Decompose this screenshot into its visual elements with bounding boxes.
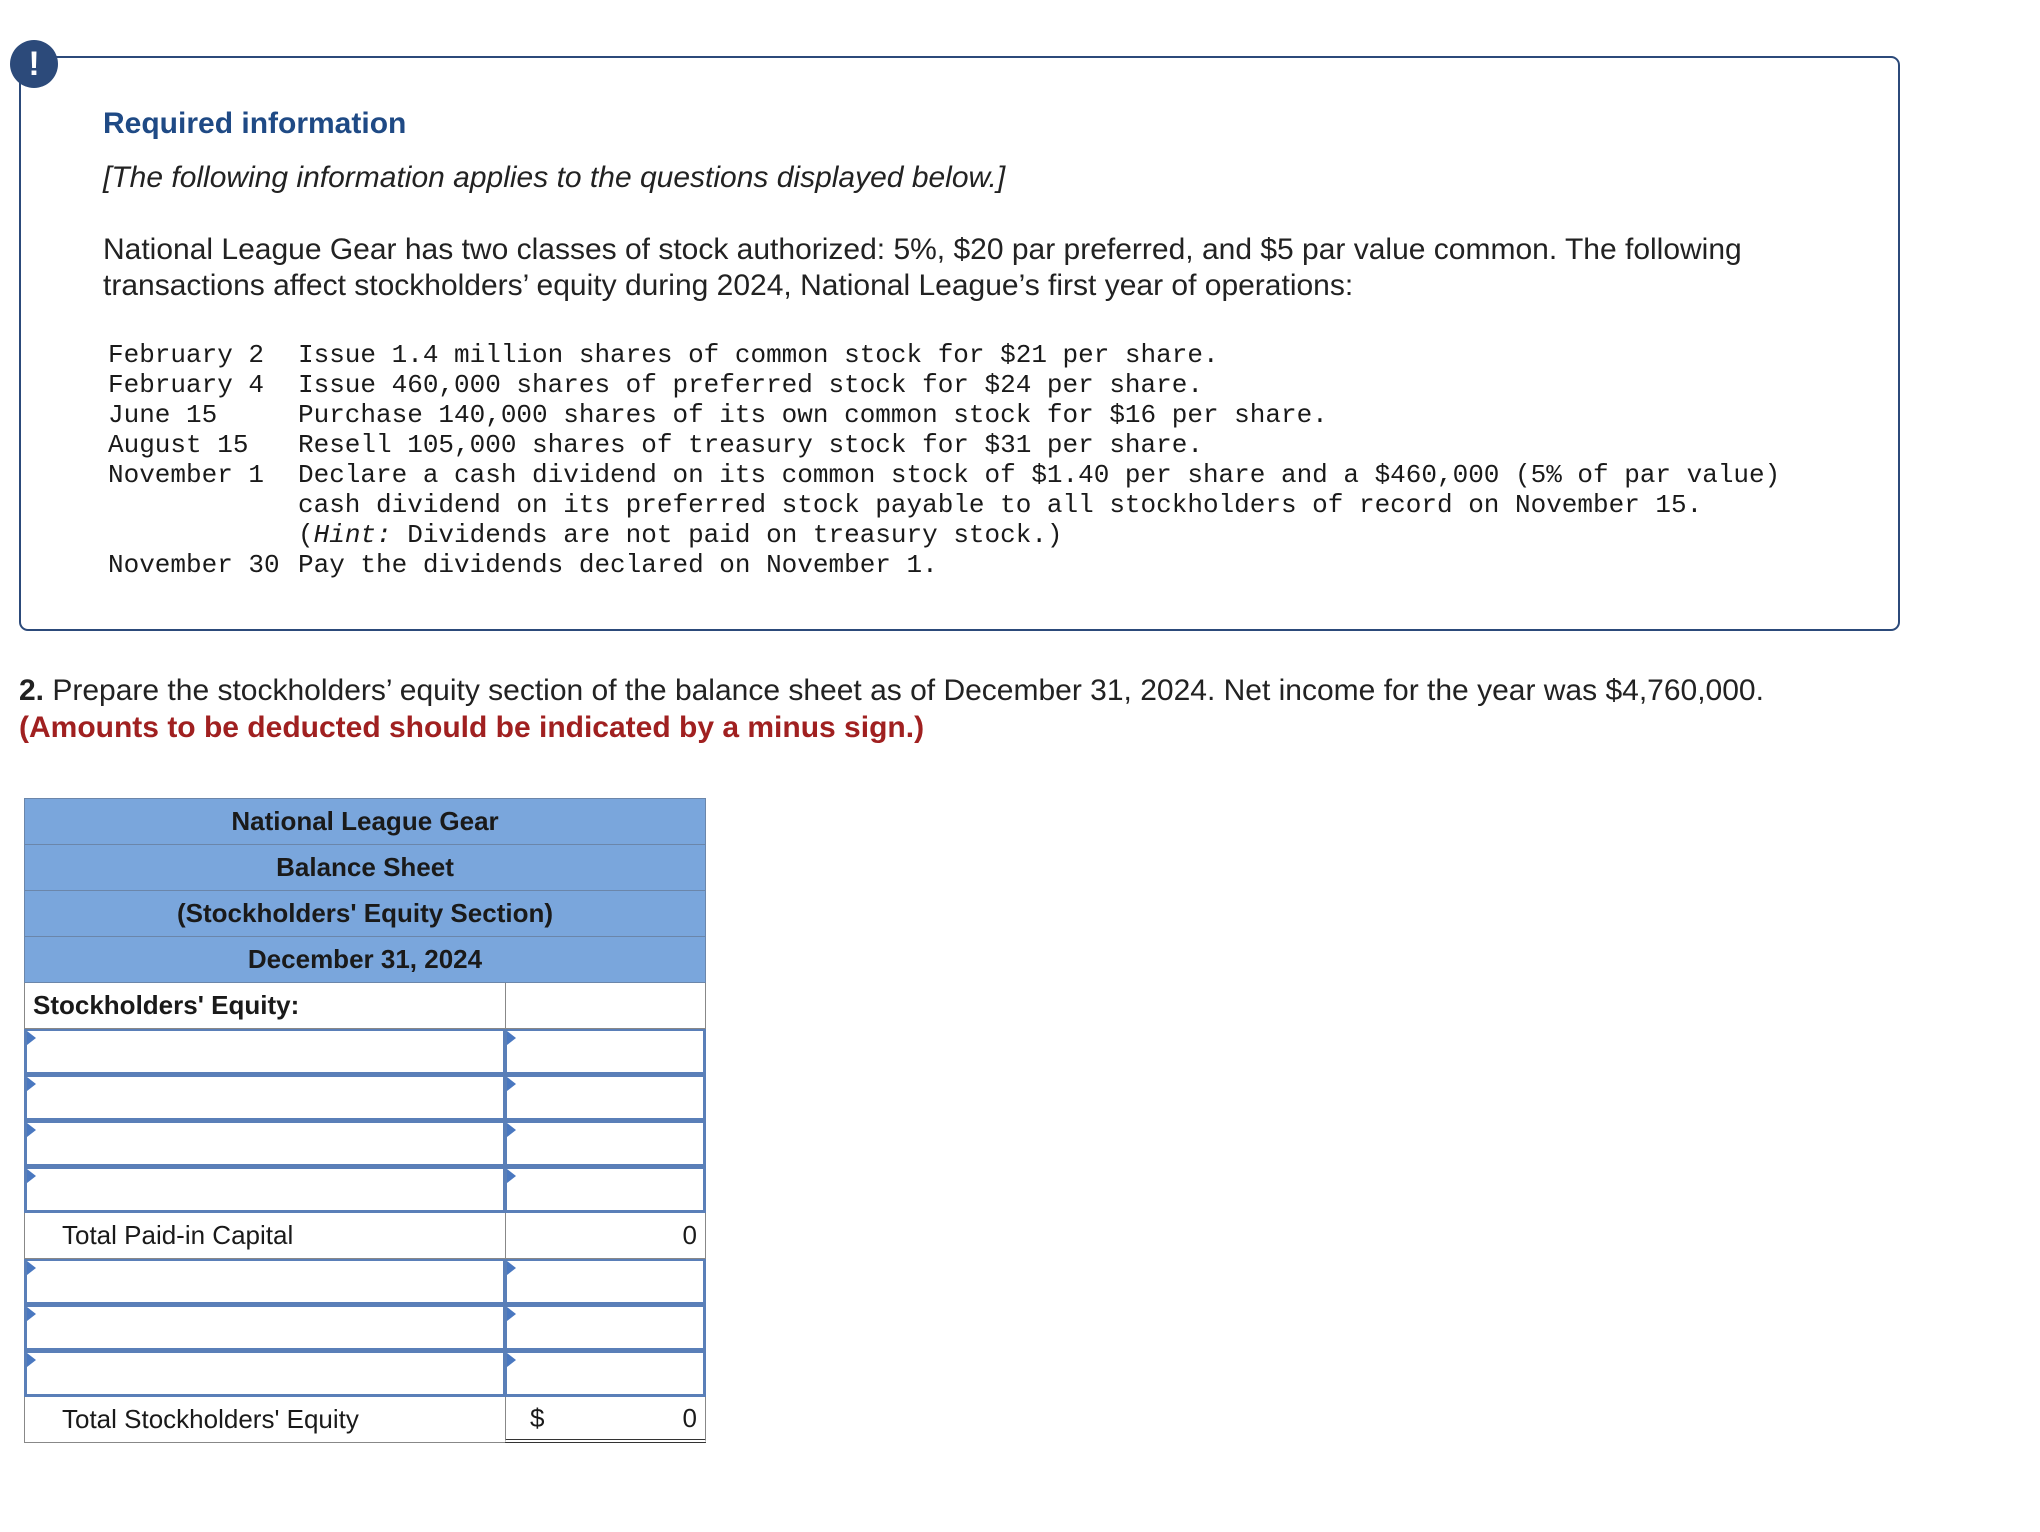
stockholders-equity-label: Stockholders' Equity: (24, 983, 505, 1029)
dropdown-marker-icon (27, 1123, 36, 1137)
input-row (24, 1167, 706, 1213)
transaction-date: February 4 (108, 370, 265, 400)
input-row (24, 1121, 706, 1167)
transaction-text (298, 460, 1780, 550)
dropdown-marker-icon (507, 1123, 516, 1137)
transaction-date: November 30 (108, 550, 280, 580)
total-stockholders-equity-label: Total Stockholders' Equity (24, 1397, 505, 1443)
stockholders-equity-amount (505, 983, 706, 1029)
transaction-text: Pay the dividends declared on November 1. (298, 550, 938, 580)
input-row (24, 1075, 706, 1121)
account-select[interactable] (24, 1121, 505, 1167)
stockholders-equity-heading-row (24, 983, 706, 1029)
account-select[interactable] (24, 1351, 505, 1397)
amount-input[interactable] (505, 1121, 706, 1167)
dropdown-marker-icon (507, 1169, 516, 1183)
amount-input[interactable] (505, 1029, 706, 1075)
hint-open: ( (298, 520, 314, 550)
statement-date: December 31, 2024 (25, 937, 705, 983)
transaction-text: Purchase 140,000 shares of its own common stock for $16 per share. (298, 400, 1328, 430)
question-prompt (19, 672, 1999, 746)
transaction-text-line1: Declare a cash dividend on its common stock of $1.40 per share and a $460,000 (5% of par value) (298, 460, 1781, 490)
dropdown-marker-icon (27, 1077, 36, 1091)
hint-text: Dividends are not paid on treasury stock.) (391, 520, 1063, 550)
info-title: Required information (103, 107, 407, 140)
transaction-text: Issue 460,000 shares of preferred stock for $24 per share. (298, 370, 1203, 400)
transaction-row (108, 460, 1780, 550)
question-note: (Amounts to be deducted should be indicated by a minus sign.) (19, 711, 925, 744)
total-stockholders-equity-value-cell (505, 1397, 706, 1443)
dropdown-marker-icon (507, 1307, 516, 1321)
transaction-date: June 15 (108, 400, 218, 430)
transaction-row (108, 550, 1780, 580)
transaction-row (108, 340, 1780, 370)
transaction-text-line2: cash dividend on its preferred stock payable to all stockholders of record on November 15. (298, 490, 1703, 520)
amount-input[interactable] (505, 1075, 706, 1121)
account-select[interactable] (24, 1075, 505, 1121)
statement-title: Balance Sheet (25, 845, 705, 891)
dropdown-marker-icon (27, 1169, 36, 1183)
transaction-text: Resell 105,000 shares of treasury stock for $31 per share. (298, 430, 1203, 460)
info-body: National League Gear has two classes of stock authorized: 5%, $20 par preferred, and $5 par value common. The following transactions affect stockholders’ equity during 2024, National League’s first year of operations: (103, 233, 1742, 302)
amount-input[interactable] (505, 1351, 706, 1397)
amount-input[interactable] (505, 1305, 706, 1351)
transactions-list (108, 340, 1780, 580)
dropdown-marker-icon (507, 1077, 516, 1091)
company-name: National League Gear (25, 799, 705, 845)
transaction-row (108, 430, 1780, 460)
exclamation-icon: ! (28, 44, 40, 83)
question-text: Prepare the stockholders’ equity section of the balance sheet as of December 31, 2024. Net income for the year was $4,760,000. (44, 674, 1764, 707)
input-row (24, 1029, 706, 1075)
account-select[interactable] (24, 1167, 505, 1213)
transaction-date: November 1 (108, 460, 265, 490)
account-select[interactable] (24, 1029, 505, 1075)
currency-symbol: $ (530, 1402, 545, 1433)
transaction-date: August 15 (108, 430, 249, 460)
question-number: 2. (19, 674, 45, 707)
total-paid-in-capital-row (24, 1213, 706, 1259)
dropdown-marker-icon (507, 1353, 516, 1367)
input-row (24, 1305, 706, 1351)
hint-label: Hint: (313, 520, 392, 550)
dropdown-marker-icon (27, 1031, 36, 1045)
amount-input[interactable] (505, 1167, 706, 1213)
transaction-text: Issue 1.4 million shares of common stock for $21 per share. (298, 340, 1219, 370)
info-subtitle: [The following information applies to the questions displayed below.] (103, 161, 1006, 194)
transaction-row (108, 400, 1780, 430)
dropdown-marker-icon (27, 1353, 36, 1367)
dropdown-marker-icon (27, 1261, 36, 1275)
dropdown-marker-icon (507, 1031, 516, 1045)
account-select[interactable] (24, 1259, 505, 1305)
total-stockholders-equity-value: 0 (682, 1402, 697, 1433)
transaction-date: February 2 (108, 340, 265, 370)
amount-input[interactable] (505, 1259, 706, 1305)
input-row (24, 1351, 706, 1397)
transaction-row (108, 370, 1780, 400)
statement-section: (Stockholders' Equity Section) (25, 891, 705, 937)
account-select[interactable] (24, 1305, 505, 1351)
balance-sheet-table (24, 798, 706, 1443)
dropdown-marker-icon (27, 1307, 36, 1321)
total-paid-in-capital-label: Total Paid-in Capital (24, 1213, 505, 1259)
total-paid-in-capital-value: 0 (505, 1213, 706, 1259)
balance-sheet-header (24, 798, 706, 983)
total-stockholders-equity-row (24, 1397, 706, 1443)
input-row (24, 1259, 706, 1305)
alert-icon (10, 40, 58, 88)
dropdown-marker-icon (507, 1261, 516, 1275)
